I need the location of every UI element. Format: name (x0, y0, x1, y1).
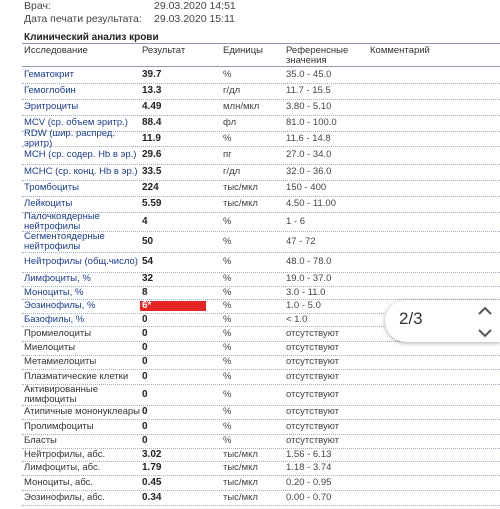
result-value: 3.02 (142, 448, 162, 460)
test-name[interactable]: Палочкоядерные нейтрофилы (24, 210, 100, 232)
table-row (22, 355, 500, 370)
doctor-label: Врач: (24, 0, 51, 12)
test-name[interactable]: Сегментоядерные нейтрофилы (24, 230, 105, 252)
test-name[interactable]: Лимфоциты, % (24, 273, 91, 284)
result-value: 0.34 (142, 491, 162, 503)
reference-range: 4.50 - 11.00 (286, 198, 337, 209)
reference-range: 3.0 - 11.0 (286, 286, 326, 298)
reference-range: отсутствуют (286, 420, 340, 432)
unit-value: тыс/мкл (223, 491, 258, 503)
reference-range: отсутствуют (286, 406, 340, 417)
unit-value: % (223, 370, 232, 382)
test-name[interactable]: Эозинофилы, % (24, 300, 96, 311)
unit-value: тыс/мкл (223, 448, 258, 460)
test-name[interactable]: Эритроциты (24, 101, 79, 112)
header-top-rule (22, 43, 500, 44)
test-name: Активированные лимфоциты (24, 383, 99, 405)
reference-range: 19.0 - 37.0 (286, 273, 332, 284)
result-value: 224 (142, 182, 159, 193)
reference-range: 27.0 - 34.0 (286, 149, 332, 160)
reference-range: 35.0 - 45.0 (286, 69, 332, 80)
unit-value: % (223, 132, 232, 144)
test-name[interactable]: Нейтрофилы (общ.число) (24, 256, 138, 267)
reference-range: 1.56 - 6.13 (286, 448, 332, 460)
test-name: Нейтрофилы, абс. (24, 448, 106, 460)
reference-range: 11.6 - 14.8 (286, 132, 331, 144)
reference-range: 48.0 - 78.0 (286, 256, 332, 267)
table-row (22, 490, 500, 506)
unit-value: % (223, 286, 232, 298)
reference-range: 1 - 6 (286, 215, 306, 227)
table-row (22, 67, 500, 84)
unit-value: % (223, 327, 232, 339)
result-value: 4.49 (142, 101, 162, 112)
table-row (22, 286, 500, 300)
reference-range: 1.18 - 3.74 (286, 462, 332, 473)
reference-range: 32.0 - 36.0 (286, 166, 332, 177)
table-row (22, 369, 500, 385)
test-name[interactable]: MCV (ср. объем эритр.) (24, 117, 128, 128)
col-header-reference-line1: Референсные (286, 45, 349, 56)
test-name[interactable]: MCH (ср. содер. Hb в эр.) (24, 149, 137, 160)
unit-value: % (223, 342, 232, 353)
table-row (22, 419, 500, 435)
table-row (22, 164, 500, 181)
reference-range: отсутствуют (286, 388, 340, 400)
result-value: 0 (142, 327, 148, 339)
unit-value: г/дл (223, 166, 241, 177)
reference-range: 47 - 72 (286, 235, 316, 247)
table-row (22, 341, 500, 356)
result-value: 29.6 (142, 149, 162, 160)
test-name[interactable]: Гемоглобин (24, 85, 76, 96)
table-row (22, 405, 500, 420)
unit-value: % (223, 256, 232, 267)
result-value: 0 (142, 313, 148, 325)
result-value: 0 (142, 435, 148, 446)
unit-value: % (223, 435, 232, 446)
result-value: 0 (142, 342, 148, 353)
result-value: 4 (142, 215, 148, 227)
table-row (22, 448, 500, 462)
test-name: Моноциты, абс. (24, 476, 94, 488)
unit-value: % (223, 420, 232, 432)
unit-value: тыс/мкл (223, 182, 258, 193)
unit-value: % (223, 235, 232, 247)
reference-range: отсутствуют (286, 370, 340, 382)
col-header-test: Исследование (24, 45, 88, 56)
unit-value: тыс/мкл (223, 198, 258, 209)
test-name[interactable]: RDW (шир. распред. эритр) (24, 127, 115, 149)
col-header-units: Единицы (223, 45, 264, 56)
section-title: Клинический анализ крови (24, 32, 159, 43)
result-value: 5.59 (142, 198, 162, 209)
reference-range: отсутствуют (286, 327, 340, 339)
unit-value: млн/мкл (223, 101, 260, 112)
doctor-line (24, 0, 236, 12)
table-row (22, 475, 500, 491)
table-row (22, 434, 500, 449)
unit-value: % (223, 273, 232, 284)
result-value: 13.3 (142, 85, 162, 96)
result-value: 8 (142, 286, 148, 298)
doctor-date: 29.03.2020 14:51 (154, 0, 236, 12)
chevron-up-icon[interactable] (477, 304, 493, 316)
test-name: Пролимфоциты (24, 420, 94, 432)
table-row (22, 272, 500, 287)
table-row (22, 83, 500, 100)
table-row (22, 252, 500, 273)
unit-value: % (223, 69, 232, 80)
test-name[interactable]: Гематокрит (24, 69, 75, 80)
test-name[interactable]: MCHC (ср. конц. Hb в эр.) (24, 166, 138, 177)
table-row (22, 99, 500, 116)
table-row (22, 146, 500, 165)
print-date-value: 29.03.2020 15:11 (154, 13, 235, 25)
unit-value: г/дл (223, 85, 241, 96)
table-row (22, 461, 500, 476)
unit-value: пг (223, 149, 232, 160)
col-header-reference (286, 46, 348, 66)
result-value: 0.45 (142, 476, 162, 488)
test-name: Эозинофилы, абс. (24, 491, 105, 503)
result-value: 39.7 (142, 69, 162, 80)
test-name[interactable]: Лейкоциты (24, 198, 73, 209)
reference-range: 0.20 - 0.95 (286, 476, 332, 488)
result-value: 0 (142, 356, 148, 367)
test-name[interactable]: Моноциты, % (24, 286, 84, 298)
print-date-line (24, 13, 235, 25)
result-value: 6* (142, 300, 152, 311)
table-row (22, 180, 500, 197)
result-value: 54 (142, 256, 154, 267)
page-indicator: 2/3 (399, 309, 423, 328)
test-name[interactable]: Тромбоциты (24, 182, 79, 193)
col-header-comment: Комментарий (370, 45, 430, 56)
test-name: Миелоциты (24, 342, 76, 353)
result-value: 0 (142, 420, 148, 432)
result-value: 1.79 (142, 462, 162, 473)
chevron-down-icon[interactable] (477, 326, 493, 338)
unit-value: % (223, 388, 232, 400)
unit-value: тыс/мкл (223, 462, 258, 473)
result-value: 32 (142, 273, 154, 284)
unit-value: % (223, 406, 232, 417)
result-value: 0 (142, 406, 148, 417)
result-value: 88.4 (142, 117, 162, 128)
table-row (22, 231, 500, 253)
reference-range: < 1.0 (286, 313, 308, 325)
result-value: 0 (142, 370, 148, 382)
test-name: Промиелоциты (24, 327, 92, 339)
reference-range: 0.00 - 0.70 (286, 491, 332, 503)
result-value: 0 (142, 388, 148, 400)
test-name: Лимфоциты, абс. (24, 462, 101, 473)
print-date-label: Дата печати результата: (24, 13, 142, 25)
test-name[interactable]: Базофилы, % (24, 313, 85, 325)
reference-range: 1.0 - 5.0 (286, 300, 321, 311)
table-row (22, 212, 500, 232)
test-name: Плазматические клетки (24, 370, 129, 382)
unit-value: фл (223, 117, 237, 128)
reference-range: отсутствуют (286, 435, 340, 446)
col-header-reference-line2: значения (286, 55, 327, 66)
unit-value: тыс/мкл (223, 476, 258, 488)
page-navigator (385, 300, 500, 342)
result-value: 50 (142, 235, 154, 247)
unit-value: % (223, 313, 232, 325)
unit-value: % (223, 356, 232, 367)
reference-range: 3.80 - 5.10 (286, 101, 332, 112)
col-header-result: Результат (142, 45, 186, 56)
reference-range: 11.7 - 15.5 (286, 85, 331, 96)
table-row (22, 127, 500, 149)
unit-value: % (223, 300, 232, 311)
unit-value: % (223, 215, 232, 227)
result-value: 11.9 (142, 132, 161, 144)
result-value: 33.5 (142, 166, 162, 177)
test-name: Метамиелоциты (24, 356, 97, 367)
reference-range: отсутствуют (286, 356, 340, 367)
reference-range: отсутствуют (286, 342, 340, 353)
test-name: Бласты (24, 435, 57, 446)
table-row (22, 384, 500, 406)
test-name: Атипичные мононуклеары (24, 406, 141, 417)
reference-range: 150 - 400 (286, 182, 327, 193)
reference-range: 81.0 - 100.0 (286, 117, 337, 128)
